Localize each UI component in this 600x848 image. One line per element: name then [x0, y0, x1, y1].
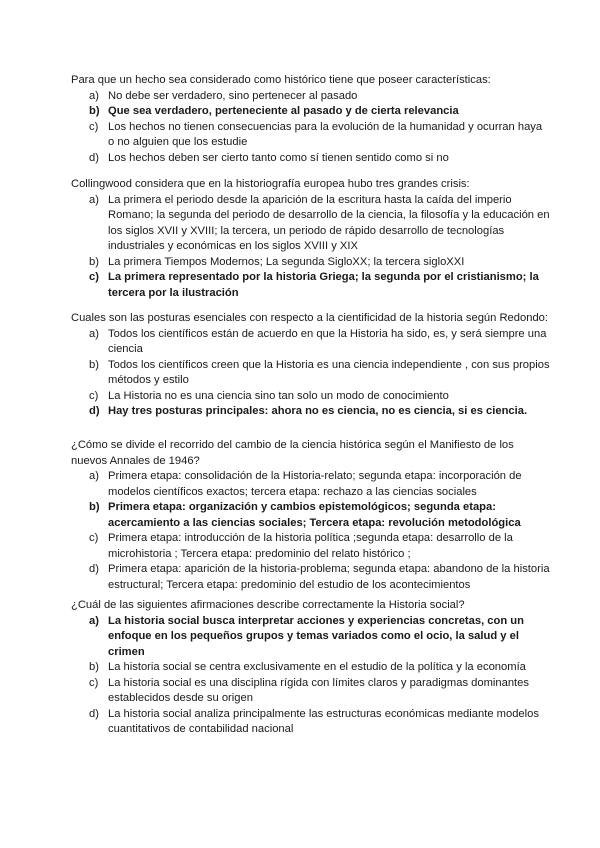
option-d: [71, 562, 551, 593]
option-text: La historia social se centra exclusivamente en el estudio de la política y la economía: [108, 661, 526, 673]
question-5: [71, 598, 551, 738]
option-d: [71, 151, 551, 167]
option-letter: a): [89, 470, 99, 482]
question-text: Cuales son las posturas esenciales con respecto a la cientificidad de la historia según Redondo:: [71, 312, 548, 324]
option-c: [71, 270, 551, 301]
options-list: [71, 327, 551, 420]
option-text: La historia social busca interpretar acciones y experiencias concretas, con un enfoque en los pequeños grupos y temas variados como el ocio, la salud y el crimen: [108, 614, 524, 658]
option-a: [71, 327, 551, 358]
question-text: ¿Cuál de las siguientes afirmaciones describe correctamente la Historia social?: [71, 599, 465, 611]
option-a: [71, 614, 551, 661]
option-a: [71, 193, 551, 255]
option-letter: c): [89, 389, 99, 402]
option-text: Primera etapa: consolidación de la Historia-relato; segunda etapa: incorporación de modelos científicos exactos; tercera etapa: rechazo a las ciencias sociales: [108, 470, 522, 498]
option-c: [71, 389, 551, 405]
question-text: ¿Cómo se divide el recorrido del cambio de la ciencia histórica según el Manifiesto de los nuevos Annales de 1946?: [71, 439, 514, 467]
option-text: La Historia no es una ciencia sino tan solo un modo de conocimiento: [108, 389, 449, 402]
option-b: [71, 660, 551, 676]
option-letter: a): [89, 327, 99, 340]
option-letter: c): [89, 676, 99, 689]
option-text: Hay tres posturas principales: ahora no es ciencia, no es ciencia, si es ciencia.: [108, 405, 528, 417]
option-b: [71, 500, 551, 531]
option-letter: d): [89, 563, 99, 575]
option-d: [71, 404, 551, 420]
question-3: [71, 311, 551, 420]
option-text: Primera etapa: organización y cambios epistemológicos; segunda etapa: acercamiento a las ciencias sociales; Tercera etapa: revolución metodológica: [108, 501, 521, 529]
option-b: [71, 255, 551, 271]
question-2: [71, 177, 551, 301]
option-letter: b): [89, 358, 99, 371]
option-letter: d): [89, 151, 99, 164]
option-letter: a): [89, 193, 99, 206]
option-text: Todos los científicos están de acuerdo en que la Historia ha sido, es, y será siempre una ciencia: [108, 327, 547, 355]
options-list: [71, 614, 551, 738]
question-1: [71, 73, 551, 166]
option-letter: d): [89, 707, 99, 720]
option-letter: a): [89, 614, 99, 627]
option-text: No debe ser verdadero, sino pertenecer al pasado: [108, 89, 358, 102]
option-text: Los hechos deben ser cierto tanto como sí tienen sentido como si no: [108, 151, 449, 164]
option-letter: c): [89, 532, 99, 544]
option-letter: d): [89, 405, 100, 417]
option-text: La primera representado por la historia Griega; la segunda por el cristianismo; la tercera por la ilustración: [108, 271, 539, 299]
option-text: La primera Tiempos Modernos; La segunda SigloXX; la tercera sigloXXI: [108, 255, 465, 268]
option-text: Primera etapa: aparición de la historia-problema; segunda etapa: abandono de la historia estructural; Tercera etapa: predominio del estudio de los acontecimientos: [108, 563, 550, 591]
options-list: [71, 193, 551, 302]
option-letter: c): [89, 271, 99, 283]
option-text: Primera etapa: introducción de la historia política ;segunda etapa: desarrollo de la microhistoria ; Tercera etapa: predominio del relato histórico ;: [108, 532, 513, 560]
option-text: Todos los científicos creen que la Historia es una ciencia independiente , con sus propios métodos y estilo: [108, 358, 550, 386]
question-4: [71, 438, 551, 593]
option-c: [71, 531, 551, 562]
option-letter: a): [89, 89, 99, 102]
options-list: [71, 469, 551, 593]
question-text: Para que un hecho sea considerado como histórico tiene que poseer características:: [71, 74, 491, 86]
option-b: [71, 104, 551, 120]
option-letter: b): [89, 255, 99, 268]
option-d: [71, 707, 551, 738]
option-text: Que sea verdadero, perteneciente al pasado y de cierta relevancia: [108, 105, 459, 117]
option-text: La primera el periodo desde la aparición de la escritura hasta la caída del imperio Romano; la segunda del periodo de desarrollo de la ciencia, la filosofía y la educación en los siglos XVII y XVIII; la tercera, un periodo de rápido desarrollo de tecnologías industriales y económicas en los siglos XVIII y XIX: [108, 193, 550, 252]
option-letter: b): [89, 501, 100, 513]
option-c: [71, 676, 551, 707]
options-list: [71, 89, 551, 167]
option-a: [71, 89, 551, 105]
option-text: La historia social es una disciplina rígida con límites claros y paradigmas dominantes establecidos desde su origen: [108, 676, 529, 704]
option-text: Los hechos no tienen consecuencias para la evolución de la humanidad y ocurran haya o no alguien que los estudie: [108, 120, 543, 148]
option-a: [71, 469, 551, 500]
option-text: La historia social analiza principalmente las estructuras económicas mediante modelos cuantitativos de contabilidad nacional: [108, 707, 539, 735]
option-letter: b): [89, 661, 99, 673]
question-text: Collingwood considera que en la historiografía europea hubo tres grandes crisis:: [71, 178, 470, 190]
option-c: [71, 120, 551, 151]
option-b: [71, 358, 551, 389]
option-letter: c): [89, 120, 99, 133]
option-letter: b): [89, 105, 100, 117]
